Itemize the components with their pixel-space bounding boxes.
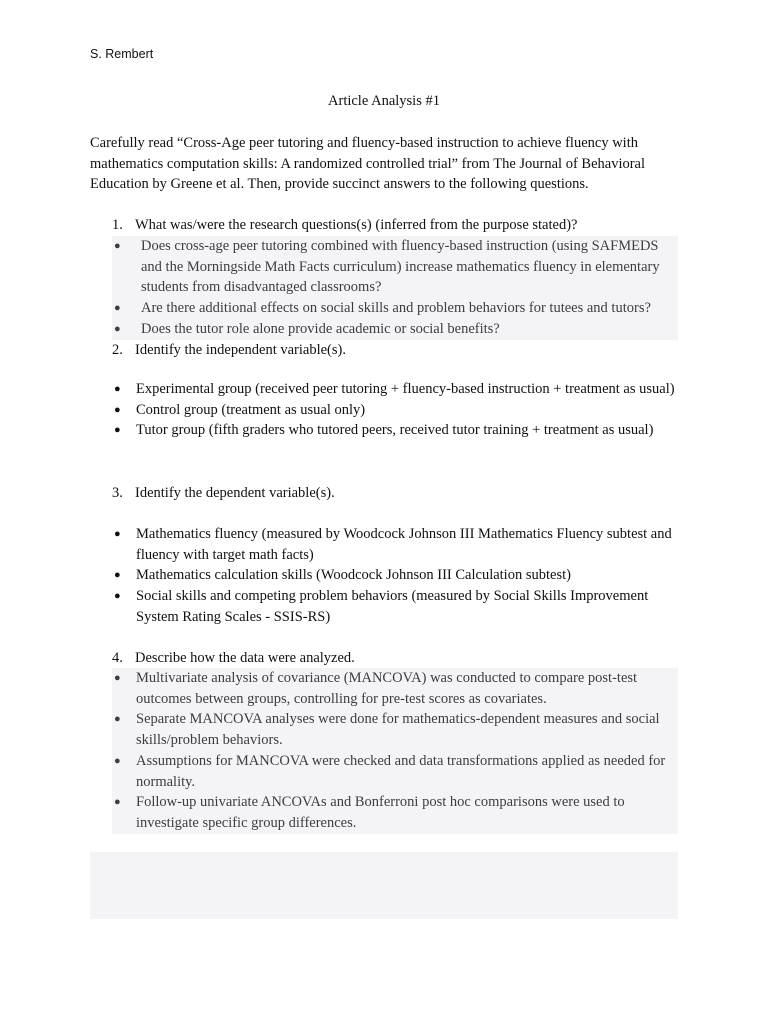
question-number: 1. — [112, 217, 123, 233]
author-name: S. Rembert — [90, 47, 154, 61]
bullet-icon: ● — [114, 796, 121, 809]
bullet-icon: ● — [114, 590, 121, 603]
question-text: Describe how the data were analyzed. — [135, 650, 355, 666]
question-text: Identify the independent variable(s). — [135, 342, 346, 358]
answer-text: Assumptions for MANCOVA were checked and data transformations applied as needed for normality. — [136, 752, 666, 790]
bullet-icon: ● — [114, 383, 121, 395]
answer-text: Follow-up univariate ANCOVAs and Bonferroni post hoc comparisons were used to investigate specific group differences. — [136, 794, 625, 831]
answer-text: Does cross-age peer tutoring combined with fluency-based instruction (using SAFMEDS and the Morningside Math Facts curriculum) increase mathematics fluency in elementary students from disadvantaged classrooms? — [141, 238, 660, 296]
list-item — [112, 420, 682, 441]
list-item — [112, 751, 672, 792]
bullet-icon: ● — [114, 754, 121, 767]
question-number: 2. — [112, 342, 123, 358]
bullet-icon: ● — [114, 240, 121, 252]
answer-text: Control group (treatment as usual only) — [136, 401, 366, 418]
answer-text: Social skills and competing problem behaviors (measured by Social Skills Improvement System Rating Scales - SSIS-RS) — [136, 588, 649, 625]
answer-text: Tutor group (fifth graders who tutored peers, received tutor training + treatment as usual) — [136, 422, 654, 439]
list-item — [112, 400, 682, 421]
list-item — [112, 565, 682, 586]
list-item — [112, 709, 672, 750]
answer-text: Does the tutor role alone provide academic or social benefits? — [141, 320, 500, 337]
answer-text: Experimental group (received peer tutoring + fluency-based instruction + treatment as usual) — [136, 381, 675, 397]
bullet-icon: ● — [114, 569, 121, 582]
bullet-icon: ● — [114, 403, 121, 416]
answer-text: Multivariate analysis of covariance (MANCOVA) was conducted to compare post-test outcomes between groups, controlling for pre-test scores as covariates. — [136, 670, 638, 707]
list-item — [112, 319, 682, 340]
question-text: What was/were the research questions(s) (inferred from the purpose stated)? — [135, 217, 578, 233]
answer-text: Are there additional effects on social skills and problem behaviors for tutees and tutors? — [141, 300, 651, 317]
bullet-icon: ● — [114, 713, 121, 726]
intro-paragraph: Carefully read “Cross-Age peer tutoring and fluency-based instruction to achieve fluency with mathematics computation skills: A randomized controlled trial” from The Journal of Behavioral Education by Greene et al. Then, provide succinct answers to the following questions. — [90, 135, 646, 193]
list-item — [112, 236, 682, 298]
bullet-icon: ● — [114, 322, 121, 335]
answer-text: Mathematics calculation skills (Woodcock Johnson III Calculation subtest) — [136, 567, 571, 584]
document-title: Article Analysis #1 — [328, 93, 440, 109]
list-item — [112, 586, 682, 627]
bullet-icon: ● — [114, 672, 121, 684]
question-number: 3. — [112, 485, 123, 501]
bullet-icon: ● — [114, 302, 121, 315]
list-item — [112, 524, 682, 565]
list-item — [112, 668, 672, 709]
answer-text: Separate MANCOVA analyses were done for mathematics-dependent measures and social skills/problem behaviors. — [136, 711, 660, 749]
question-text: Identify the dependent variable(s). — [135, 485, 335, 501]
bullet-icon: ● — [114, 528, 121, 540]
list-item — [112, 379, 682, 400]
list-item — [112, 298, 682, 319]
question-number: 4. — [112, 650, 123, 666]
q4-answer-list — [112, 668, 672, 834]
answer-text: Mathematics fluency (measured by Woodcock Johnson III Mathematics Fluency subtest and fluency with target math facts) — [136, 526, 672, 563]
q3-answer-list — [112, 524, 682, 628]
q1-answer-list — [112, 236, 682, 340]
list-item — [112, 792, 672, 833]
q2-answer-list — [112, 379, 682, 441]
empty-answer-block — [90, 852, 678, 919]
bullet-icon: ● — [114, 424, 121, 437]
